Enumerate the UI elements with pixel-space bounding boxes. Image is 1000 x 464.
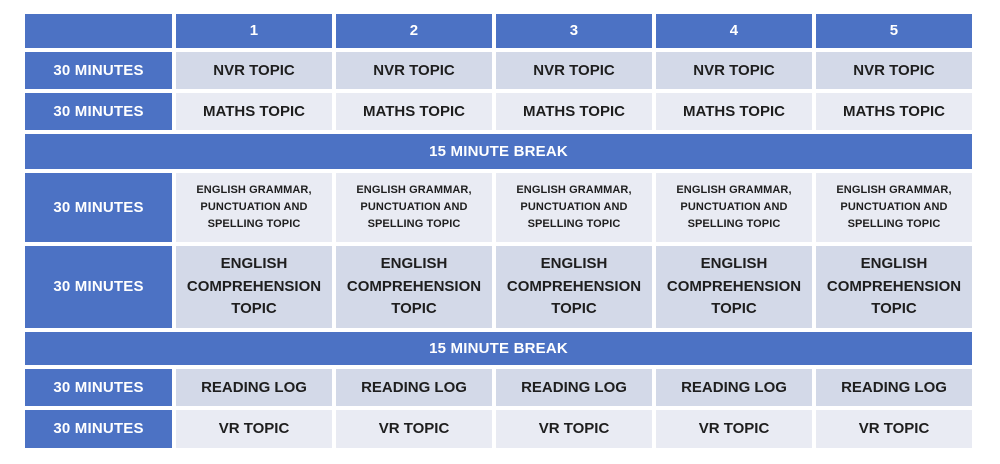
column-header-day-4: 4 xyxy=(656,14,812,48)
cell-maths-topic xyxy=(336,93,492,130)
cell-maths-topic xyxy=(496,93,652,130)
cell-english-grammar-topic xyxy=(816,173,972,242)
cell-text: MATHS TOPIC xyxy=(843,102,945,120)
cell-english-grammar-topic xyxy=(496,173,652,242)
column-header-day-2: 2 xyxy=(336,14,492,48)
cell-text: MATHS TOPIC xyxy=(203,102,305,120)
duration-label: 30 MINUTES xyxy=(25,93,172,130)
column-header-day-3: 3 xyxy=(496,14,652,48)
cell-text: ENGLISH GRAMMAR, PUNCTUATION AND SPELLING TOPIC xyxy=(676,183,792,231)
cell-vr-topic xyxy=(336,410,492,448)
column-header-day-5: 5 xyxy=(816,14,972,48)
cell-english-grammar-topic xyxy=(656,173,812,242)
cell-vr-topic xyxy=(176,410,332,448)
cell-text: READING LOG xyxy=(201,378,307,396)
cell-text: NVR TOPIC xyxy=(533,61,615,79)
cell-nvr-topic xyxy=(656,52,812,89)
cell-nvr-topic xyxy=(336,52,492,89)
cell-vr-topic xyxy=(816,410,972,448)
cell-nvr-topic xyxy=(176,52,332,89)
cell-text: READING LOG xyxy=(841,378,947,396)
duration-label: 30 MINUTES xyxy=(25,52,172,89)
cell-text: VR TOPIC xyxy=(538,420,610,437)
cell-reading-log xyxy=(496,369,652,406)
cell-text: MATHS TOPIC xyxy=(683,102,785,120)
cell-english-comprehension-topic xyxy=(496,246,652,328)
cell-text: VR TOPIC xyxy=(858,420,930,437)
break-row: 15 MINUTE BREAK xyxy=(25,332,972,365)
cell-text: ENGLISH GRAMMAR, PUNCTUATION AND SPELLING TOPIC xyxy=(516,183,632,231)
cell-text: NVR TOPIC xyxy=(693,61,775,79)
cell-text: READING LOG xyxy=(681,378,787,396)
cell-nvr-topic xyxy=(816,52,972,89)
cell-text: ENGLISH GRAMMAR, PUNCTUATION AND SPELLING TOPIC xyxy=(196,183,312,231)
cell-reading-log xyxy=(656,369,812,406)
cell-text: NVR TOPIC xyxy=(213,61,295,79)
cell-text: ENGLISH GRAMMAR, PUNCTUATION AND SPELLING TOPIC xyxy=(356,183,472,231)
cell-text: ENGLISH GRAMMAR, PUNCTUATION AND SPELLING TOPIC xyxy=(836,183,952,231)
cell-text: MATHS TOPIC xyxy=(363,102,465,120)
cell-text: VR TOPIC xyxy=(698,420,770,437)
cell-maths-topic xyxy=(176,93,332,130)
study-timetable-table xyxy=(25,14,972,448)
cell-text: ENGLISH COMPREHENSION TOPIC xyxy=(186,255,322,318)
cell-reading-log xyxy=(336,369,492,406)
break-row: 15 MINUTE BREAK xyxy=(25,134,972,169)
cell-reading-log xyxy=(176,369,332,406)
cell-text: NVR TOPIC xyxy=(853,61,935,79)
cell-text: NVR TOPIC xyxy=(373,61,455,79)
cell-text: ENGLISH COMPREHENSION TOPIC xyxy=(346,255,482,318)
cell-english-comprehension-topic xyxy=(336,246,492,328)
cell-english-comprehension-topic xyxy=(176,246,332,328)
cell-english-grammar-topic xyxy=(176,173,332,242)
corner-header-cell xyxy=(25,14,172,48)
cell-vr-topic xyxy=(496,410,652,448)
cell-nvr-topic xyxy=(496,52,652,89)
cell-reading-log xyxy=(816,369,972,406)
duration-label: 30 MINUTES xyxy=(25,369,172,406)
duration-label: 30 MINUTES xyxy=(25,173,172,242)
cell-text: MATHS TOPIC xyxy=(523,102,625,120)
column-header-day-1: 1 xyxy=(176,14,332,48)
duration-label: 30 MINUTES xyxy=(25,246,172,328)
cell-english-comprehension-topic xyxy=(816,246,972,328)
cell-text: ENGLISH COMPREHENSION TOPIC xyxy=(506,255,642,318)
cell-maths-topic xyxy=(816,93,972,130)
cell-text: VR TOPIC xyxy=(378,420,450,437)
cell-text: ENGLISH COMPREHENSION TOPIC xyxy=(826,255,962,318)
cell-english-grammar-topic xyxy=(336,173,492,242)
cell-text: READING LOG xyxy=(361,378,467,396)
cell-text: READING LOG xyxy=(521,378,627,396)
cell-text: ENGLISH COMPREHENSION TOPIC xyxy=(666,255,802,318)
cell-vr-topic xyxy=(656,410,812,448)
cell-text: VR TOPIC xyxy=(218,420,290,437)
cell-english-comprehension-topic xyxy=(656,246,812,328)
cell-maths-topic xyxy=(656,93,812,130)
duration-label: 30 MINUTES xyxy=(25,410,172,448)
